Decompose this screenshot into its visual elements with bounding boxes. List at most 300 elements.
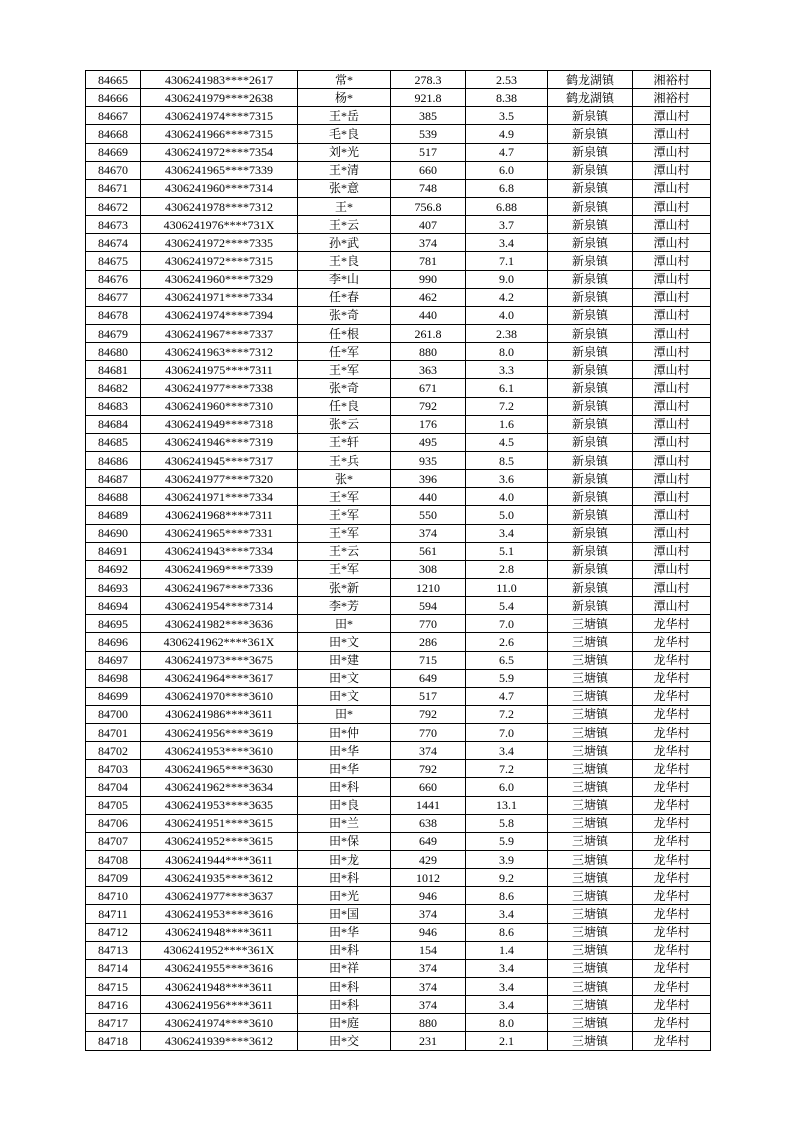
- cell-seq: 84696: [86, 633, 141, 651]
- table-row: [86, 832, 711, 850]
- cell-seq: 84685: [86, 433, 141, 451]
- cell-id-number: 4306241972****7354: [141, 143, 298, 161]
- cell-id-number: 4306241952****361X: [141, 941, 298, 959]
- table-row: [86, 941, 711, 959]
- cell-amount: 176: [391, 415, 466, 433]
- cell-seq: 84678: [86, 306, 141, 324]
- cell-area: 2.53: [466, 71, 548, 89]
- cell-town: 新泉镇: [548, 161, 633, 179]
- cell-name: 张*云: [298, 415, 391, 433]
- cell-id-number: 4306241965****7339: [141, 161, 298, 179]
- cell-seq: 84674: [86, 234, 141, 252]
- cell-area: 5.9: [466, 832, 548, 850]
- table-row: [86, 615, 711, 633]
- cell-seq: 84714: [86, 959, 141, 977]
- cell-id-number: 4306241974****3610: [141, 1014, 298, 1032]
- cell-name: 王*云: [298, 542, 391, 560]
- cell-village: 潭山村: [633, 433, 711, 451]
- table-row: [86, 143, 711, 161]
- cell-amount: 278.3: [391, 71, 466, 89]
- cell-seq: 84715: [86, 978, 141, 996]
- cell-town: 新泉镇: [548, 488, 633, 506]
- cell-area: 5.9: [466, 669, 548, 687]
- cell-town: 鹤龙湖镇: [548, 71, 633, 89]
- cell-seq: 84667: [86, 107, 141, 125]
- cell-amount: 261.8: [391, 324, 466, 342]
- cell-town: 新泉镇: [548, 143, 633, 161]
- cell-town: 三塘镇: [548, 905, 633, 923]
- table-row: [86, 288, 711, 306]
- cell-village: 潭山村: [633, 560, 711, 578]
- cell-seq: 84711: [86, 905, 141, 923]
- cell-area: 9.0: [466, 270, 548, 288]
- cell-id-number: 4306241974****7315: [141, 107, 298, 125]
- cell-id-number: 4306241965****3630: [141, 760, 298, 778]
- cell-area: 5.1: [466, 542, 548, 560]
- cell-area: 3.3: [466, 361, 548, 379]
- cell-amount: 561: [391, 542, 466, 560]
- cell-id-number: 4306241962****361X: [141, 633, 298, 651]
- cell-id-number: 4306241965****7331: [141, 524, 298, 542]
- cell-name: 李*山: [298, 270, 391, 288]
- cell-name: 孙*武: [298, 234, 391, 252]
- table-row: [86, 760, 711, 778]
- table-row: [86, 306, 711, 324]
- cell-amount: 374: [391, 905, 466, 923]
- cell-id-number: 4306241935****3612: [141, 869, 298, 887]
- cell-village: 龙华村: [633, 887, 711, 905]
- cell-area: 4.0: [466, 306, 548, 324]
- cell-id-number: 4306241971****7334: [141, 288, 298, 306]
- cell-village: 潭山村: [633, 270, 711, 288]
- cell-amount: 363: [391, 361, 466, 379]
- cell-amount: 880: [391, 343, 466, 361]
- table-row: [86, 252, 711, 270]
- cell-amount: 792: [391, 397, 466, 415]
- cell-seq: 84705: [86, 796, 141, 814]
- cell-village: 龙华村: [633, 633, 711, 651]
- table-row: [86, 216, 711, 234]
- cell-town: 三塘镇: [548, 705, 633, 723]
- cell-id-number: 4306241967****7337: [141, 324, 298, 342]
- cell-village: 龙华村: [633, 778, 711, 796]
- cell-town: 新泉镇: [548, 179, 633, 197]
- cell-id-number: 4306241971****7334: [141, 488, 298, 506]
- cell-id-number: 4306241939****3612: [141, 1032, 298, 1051]
- table-row: [86, 397, 711, 415]
- cell-town: 三塘镇: [548, 814, 633, 832]
- cell-town: 新泉镇: [548, 578, 633, 596]
- cell-area: 13.1: [466, 796, 548, 814]
- cell-amount: 440: [391, 488, 466, 506]
- cell-amount: 517: [391, 143, 466, 161]
- table-row: [86, 197, 711, 215]
- cell-id-number: 4306241973****3675: [141, 651, 298, 669]
- cell-area: 7.2: [466, 760, 548, 778]
- cell-amount: 990: [391, 270, 466, 288]
- cell-seq: 84675: [86, 252, 141, 270]
- cell-village: 潭山村: [633, 216, 711, 234]
- cell-village: 潭山村: [633, 524, 711, 542]
- cell-id-number: 4306241960****7310: [141, 397, 298, 415]
- cell-id-number: 4306241962****3634: [141, 778, 298, 796]
- cell-amount: 649: [391, 669, 466, 687]
- cell-area: 7.0: [466, 724, 548, 742]
- cell-town: 三塘镇: [548, 996, 633, 1014]
- cell-seq: 84698: [86, 669, 141, 687]
- cell-amount: 594: [391, 597, 466, 615]
- cell-name: 田*祥: [298, 959, 391, 977]
- cell-village: 龙华村: [633, 705, 711, 723]
- cell-area: 9.2: [466, 869, 548, 887]
- cell-amount: 792: [391, 705, 466, 723]
- cell-area: 6.1: [466, 379, 548, 397]
- cell-amount: 660: [391, 778, 466, 796]
- cell-seq: 84684: [86, 415, 141, 433]
- cell-town: 三塘镇: [548, 669, 633, 687]
- cell-id-number: 4306241956****3611: [141, 996, 298, 1014]
- cell-area: 6.0: [466, 778, 548, 796]
- cell-amount: 748: [391, 179, 466, 197]
- cell-town: 三塘镇: [548, 687, 633, 705]
- cell-id-number: 4306241944****3611: [141, 851, 298, 869]
- cell-town: 三塘镇: [548, 1032, 633, 1051]
- cell-village: 潭山村: [633, 343, 711, 361]
- cell-town: 三塘镇: [548, 615, 633, 633]
- table-row: [86, 687, 711, 705]
- cell-seq: 84707: [86, 832, 141, 850]
- cell-name: 田*庭: [298, 1014, 391, 1032]
- cell-town: 三塘镇: [548, 778, 633, 796]
- cell-seq: 84687: [86, 470, 141, 488]
- cell-name: 田*光: [298, 887, 391, 905]
- cell-village: 龙华村: [633, 941, 711, 959]
- cell-area: 3.5: [466, 107, 548, 125]
- table-row: [86, 324, 711, 342]
- cell-seq: 84708: [86, 851, 141, 869]
- cell-name: 田*华: [298, 742, 391, 760]
- table-row: [86, 125, 711, 143]
- cell-name: 田*国: [298, 905, 391, 923]
- cell-name: 田*文: [298, 633, 391, 651]
- cell-village: 潭山村: [633, 161, 711, 179]
- cell-name: 王*军: [298, 488, 391, 506]
- cell-seq: 84673: [86, 216, 141, 234]
- cell-name: 田*科: [298, 941, 391, 959]
- cell-amount: 946: [391, 887, 466, 905]
- cell-name: 王*军: [298, 361, 391, 379]
- cell-seq: 84677: [86, 288, 141, 306]
- cell-amount: 1441: [391, 796, 466, 814]
- cell-id-number: 4306241948****3611: [141, 923, 298, 941]
- cell-seq: 84710: [86, 887, 141, 905]
- cell-village: 潭山村: [633, 252, 711, 270]
- cell-area: 3.4: [466, 959, 548, 977]
- cell-id-number: 4306241972****7335: [141, 234, 298, 252]
- cell-amount: 781: [391, 252, 466, 270]
- cell-amount: 539: [391, 125, 466, 143]
- cell-village: 潭山村: [633, 397, 711, 415]
- cell-name: 田*华: [298, 760, 391, 778]
- table-row: [86, 488, 711, 506]
- cell-village: 龙华村: [633, 923, 711, 941]
- table-row: [86, 887, 711, 905]
- cell-name: 任*春: [298, 288, 391, 306]
- cell-area: 5.0: [466, 506, 548, 524]
- cell-town: 三塘镇: [548, 887, 633, 905]
- cell-village: 龙华村: [633, 796, 711, 814]
- cell-seq: 84672: [86, 197, 141, 215]
- cell-area: 7.2: [466, 397, 548, 415]
- cell-name: 毛*良: [298, 125, 391, 143]
- cell-seq: 84717: [86, 1014, 141, 1032]
- cell-id-number: 4306241955****3616: [141, 959, 298, 977]
- cell-id-number: 4306241946****7319: [141, 433, 298, 451]
- cell-village: 湘裕村: [633, 71, 711, 89]
- cell-name: 常*: [298, 71, 391, 89]
- cell-name: 王*轩: [298, 433, 391, 451]
- cell-name: 任*军: [298, 343, 391, 361]
- cell-area: 8.6: [466, 887, 548, 905]
- cell-amount: 946: [391, 923, 466, 941]
- table-row: [86, 651, 711, 669]
- cell-town: 新泉镇: [548, 107, 633, 125]
- cell-village: 潭山村: [633, 361, 711, 379]
- cell-area: 4.0: [466, 488, 548, 506]
- cell-town: 三塘镇: [548, 959, 633, 977]
- cell-name: 田*科: [298, 778, 391, 796]
- cell-village: 龙华村: [633, 814, 711, 832]
- cell-town: 新泉镇: [548, 415, 633, 433]
- cell-name: 田*文: [298, 669, 391, 687]
- cell-seq: 84669: [86, 143, 141, 161]
- cell-id-number: 4306241969****7339: [141, 560, 298, 578]
- cell-seq: 84676: [86, 270, 141, 288]
- cell-area: 4.5: [466, 433, 548, 451]
- cell-id-number: 4306241949****7318: [141, 415, 298, 433]
- table-row: [86, 705, 711, 723]
- cell-area: 7.1: [466, 252, 548, 270]
- cell-name: 李*芳: [298, 597, 391, 615]
- cell-seq: 84688: [86, 488, 141, 506]
- cell-area: 1.6: [466, 415, 548, 433]
- cell-village: 龙华村: [633, 1032, 711, 1051]
- cell-id-number: 4306241952****3615: [141, 832, 298, 850]
- cell-village: 龙华村: [633, 1014, 711, 1032]
- cell-town: 三塘镇: [548, 923, 633, 941]
- cell-town: 三塘镇: [548, 832, 633, 850]
- cell-name: 田*龙: [298, 851, 391, 869]
- cell-name: 王*: [298, 197, 391, 215]
- table-row: [86, 742, 711, 760]
- table-row: [86, 959, 711, 977]
- cell-name: 田*仲: [298, 724, 391, 742]
- cell-id-number: 4306241970****3610: [141, 687, 298, 705]
- cell-seq: 84666: [86, 89, 141, 107]
- cell-town: 新泉镇: [548, 433, 633, 451]
- cell-id-number: 4306241982****3636: [141, 615, 298, 633]
- cell-area: 3.7: [466, 216, 548, 234]
- cell-village: 龙华村: [633, 959, 711, 977]
- cell-name: 田*科: [298, 978, 391, 996]
- table-row: [86, 361, 711, 379]
- cell-seq: 84712: [86, 923, 141, 941]
- table-row: [86, 578, 711, 596]
- cell-area: 3.4: [466, 978, 548, 996]
- cell-village: 潭山村: [633, 488, 711, 506]
- cell-area: 5.4: [466, 597, 548, 615]
- cell-id-number: 4306241963****7312: [141, 343, 298, 361]
- cell-seq: 84695: [86, 615, 141, 633]
- cell-area: 6.0: [466, 161, 548, 179]
- table-row: [86, 506, 711, 524]
- cell-area: 3.4: [466, 524, 548, 542]
- cell-name: 张*: [298, 470, 391, 488]
- cell-name: 任*良: [298, 397, 391, 415]
- cell-seq: 84704: [86, 778, 141, 796]
- cell-name: 田*科: [298, 869, 391, 887]
- cell-amount: 286: [391, 633, 466, 651]
- cell-seq: 84700: [86, 705, 141, 723]
- cell-id-number: 4306241974****7394: [141, 306, 298, 324]
- cell-amount: 1210: [391, 578, 466, 596]
- cell-village: 潭山村: [633, 451, 711, 469]
- table-row: [86, 778, 711, 796]
- cell-name: 王*清: [298, 161, 391, 179]
- cell-area: 1.4: [466, 941, 548, 959]
- cell-amount: 308: [391, 560, 466, 578]
- table-row: [86, 71, 711, 89]
- table-row: [86, 270, 711, 288]
- cell-amount: 495: [391, 433, 466, 451]
- cell-amount: 638: [391, 814, 466, 832]
- cell-amount: 756.8: [391, 197, 466, 215]
- cell-town: 新泉镇: [548, 288, 633, 306]
- cell-village: 龙华村: [633, 724, 711, 742]
- table-row: [86, 869, 711, 887]
- table-row: [86, 851, 711, 869]
- cell-village: 潭山村: [633, 324, 711, 342]
- cell-amount: 374: [391, 742, 466, 760]
- cell-amount: 935: [391, 451, 466, 469]
- cell-id-number: 4306241986****3611: [141, 705, 298, 723]
- cell-name: 田*保: [298, 832, 391, 850]
- cell-area: 8.0: [466, 343, 548, 361]
- cell-village: 潭山村: [633, 107, 711, 125]
- cell-area: 11.0: [466, 578, 548, 596]
- cell-town: 三塘镇: [548, 978, 633, 996]
- cell-amount: 385: [391, 107, 466, 125]
- cell-seq: 84709: [86, 869, 141, 887]
- cell-village: 潭山村: [633, 379, 711, 397]
- cell-area: 2.8: [466, 560, 548, 578]
- cell-name: 田*文: [298, 687, 391, 705]
- table-row: [86, 633, 711, 651]
- cell-id-number: 4306241945****7317: [141, 451, 298, 469]
- cell-area: 3.6: [466, 470, 548, 488]
- cell-amount: 374: [391, 959, 466, 977]
- cell-village: 龙华村: [633, 905, 711, 923]
- cell-amount: 154: [391, 941, 466, 959]
- cell-village: 潭山村: [633, 597, 711, 615]
- cell-seq: 84679: [86, 324, 141, 342]
- cell-amount: 550: [391, 506, 466, 524]
- table-row: [86, 724, 711, 742]
- cell-seq: 84680: [86, 343, 141, 361]
- cell-area: 7.2: [466, 705, 548, 723]
- cell-amount: 429: [391, 851, 466, 869]
- cell-area: 2.6: [466, 633, 548, 651]
- cell-town: 新泉镇: [548, 252, 633, 270]
- cell-name: 田*兰: [298, 814, 391, 832]
- cell-amount: 921.8: [391, 89, 466, 107]
- cell-name: 刘*光: [298, 143, 391, 161]
- cell-town: 三塘镇: [548, 760, 633, 778]
- cell-town: 新泉镇: [548, 270, 633, 288]
- cell-id-number: 4306241953****3610: [141, 742, 298, 760]
- cell-id-number: 4306241960****7329: [141, 270, 298, 288]
- cell-area: 3.4: [466, 996, 548, 1014]
- cell-village: 龙华村: [633, 869, 711, 887]
- cell-village: 湘裕村: [633, 89, 711, 107]
- subsidy-records-table: [85, 70, 711, 1051]
- cell-name: 田*华: [298, 923, 391, 941]
- cell-id-number: 4306241967****7336: [141, 578, 298, 596]
- cell-id-number: 4306241978****7312: [141, 197, 298, 215]
- table-row: [86, 597, 711, 615]
- cell-seq: 84690: [86, 524, 141, 542]
- cell-village: 龙华村: [633, 687, 711, 705]
- cell-town: 新泉镇: [548, 379, 633, 397]
- table-row: [86, 433, 711, 451]
- cell-village: 潭山村: [633, 415, 711, 433]
- cell-village: 潭山村: [633, 288, 711, 306]
- cell-amount: 407: [391, 216, 466, 234]
- cell-area: 6.8: [466, 179, 548, 197]
- cell-seq: 84682: [86, 379, 141, 397]
- cell-area: 6.88: [466, 197, 548, 215]
- cell-town: 三塘镇: [548, 724, 633, 742]
- cell-id-number: 4306241948****3611: [141, 978, 298, 996]
- table-row: [86, 796, 711, 814]
- cell-amount: 671: [391, 379, 466, 397]
- cell-id-number: 4306241951****3615: [141, 814, 298, 832]
- cell-name: 田*良: [298, 796, 391, 814]
- cell-seq: 84703: [86, 760, 141, 778]
- cell-village: 龙华村: [633, 651, 711, 669]
- cell-id-number: 4306241977****7338: [141, 379, 298, 397]
- cell-area: 2.1: [466, 1032, 548, 1051]
- cell-name: 田*建: [298, 651, 391, 669]
- cell-amount: 440: [391, 306, 466, 324]
- cell-area: 4.7: [466, 687, 548, 705]
- table-row: [86, 923, 711, 941]
- cell-id-number: 4306241960****7314: [141, 179, 298, 197]
- cell-amount: 770: [391, 615, 466, 633]
- cell-village: 龙华村: [633, 996, 711, 1014]
- cell-town: 新泉镇: [548, 324, 633, 342]
- cell-seq: 84694: [86, 597, 141, 615]
- cell-town: 新泉镇: [548, 343, 633, 361]
- table-row: [86, 669, 711, 687]
- cell-town: 新泉镇: [548, 306, 633, 324]
- cell-town: 新泉镇: [548, 397, 633, 415]
- cell-town: 新泉镇: [548, 470, 633, 488]
- cell-id-number: 4306241977****7320: [141, 470, 298, 488]
- cell-village: 龙华村: [633, 851, 711, 869]
- table-row: [86, 905, 711, 923]
- cell-village: 潭山村: [633, 234, 711, 252]
